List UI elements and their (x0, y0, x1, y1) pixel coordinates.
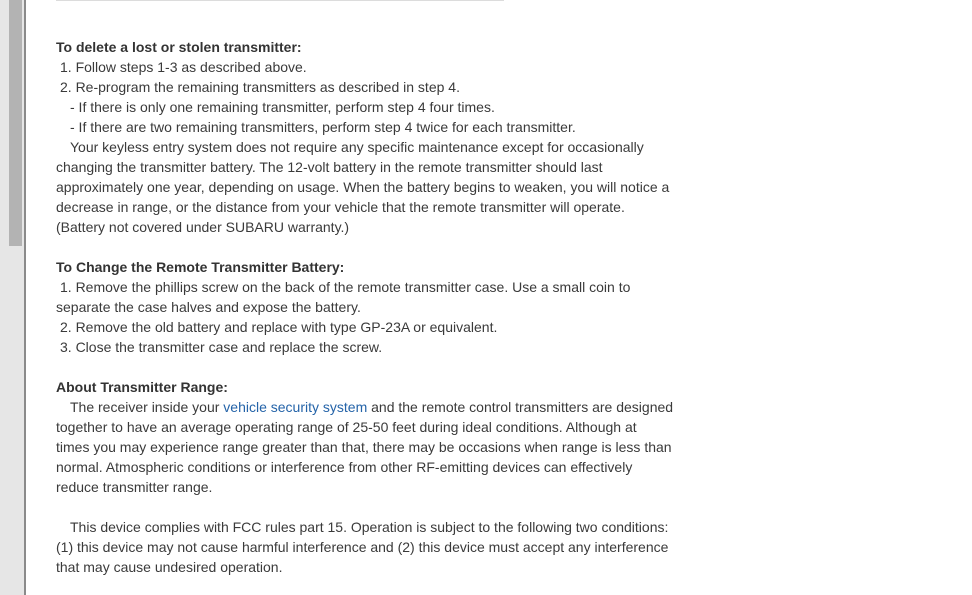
delete-bullet-2: - If there are two remaining transmitters, perform step 4 twice for each transmitter. (70, 119, 576, 135)
document-body (56, 37, 696, 577)
maintenance-paragraph-line-4: decrease in range, or the distance from your vehicle that the remote transmitter will operate. (56, 199, 625, 215)
section-spacer (56, 497, 696, 517)
fcc-line-3: that may cause undesired operation. (56, 559, 283, 575)
section-spacer (56, 237, 696, 257)
battery-step-1: 1. Remove the phillips screw on the back of the remote transmitter case. Use a small coin to (60, 279, 631, 295)
delete-bullet-1: - If there is only one remaining transmitter, perform step 4 four times. (70, 99, 495, 115)
battery-step-2: 2. Remove the old battery and replace with type GP-23A or equivalent. (60, 319, 498, 335)
fcc-line-2: (1) this device may not cause harmful interference and (2) this device must accept any interference (56, 539, 669, 555)
range-paragraph-line-2: together to have an average operating range of 25-50 feet during ideal conditions. Although at (56, 419, 637, 435)
fcc-line-1: This device complies with FCC rules part 15. Operation is subject to the following two conditions: (70, 519, 669, 535)
range-heading: About Transmitter Range: (56, 379, 228, 395)
maintenance-paragraph-line-3: approximately one year, depending on usage. When the battery begins to weaken, you will notice a (56, 179, 670, 195)
range-paragraph-line-5: reduce transmitter range. (56, 479, 213, 495)
section-spacer (56, 357, 696, 377)
range-line-1-before: The receiver inside your (70, 399, 224, 415)
range-line-1-after: and the remote control transmitters are designed (367, 399, 674, 415)
top-divider (56, 0, 504, 1)
maintenance-paragraph-line-1: Your keyless entry system does not require any specific maintenance except for occasionally (70, 139, 644, 155)
range-paragraph-line-3: times you may experience range greater than that, there may be occasions when range is less than (56, 439, 672, 455)
delete-step-2: 2. Re-program the remaining transmitters as described in step 4. (60, 79, 460, 95)
range-paragraph-line-4: normal. Atmospheric conditions or interference from other RF-emitting devices can effectively (56, 459, 633, 475)
maintenance-paragraph-line-2: changing the transmitter battery. The 12-volt battery in the remote transmitter should last (56, 159, 603, 175)
scrollbar-thumb[interactable] (9, 0, 22, 246)
maintenance-paragraph-line-5: (Battery not covered under SUBARU warranty.) (56, 219, 350, 235)
delete-transmitter-heading: To delete a lost or stolen transmitter: (56, 39, 302, 55)
left-sidebar-rail (0, 0, 26, 595)
battery-step-3: 3. Close the transmitter case and replace the screw. (60, 339, 383, 355)
range-paragraph-line-1 (56, 397, 696, 417)
battery-step-1-cont: separate the case halves and expose the battery. (56, 299, 361, 315)
vehicle-security-system-link[interactable]: vehicle security system (223, 399, 368, 415)
battery-heading: To Change the Remote Transmitter Battery: (56, 259, 345, 275)
delete-step-1: 1. Follow steps 1-3 as described above. (60, 59, 307, 75)
